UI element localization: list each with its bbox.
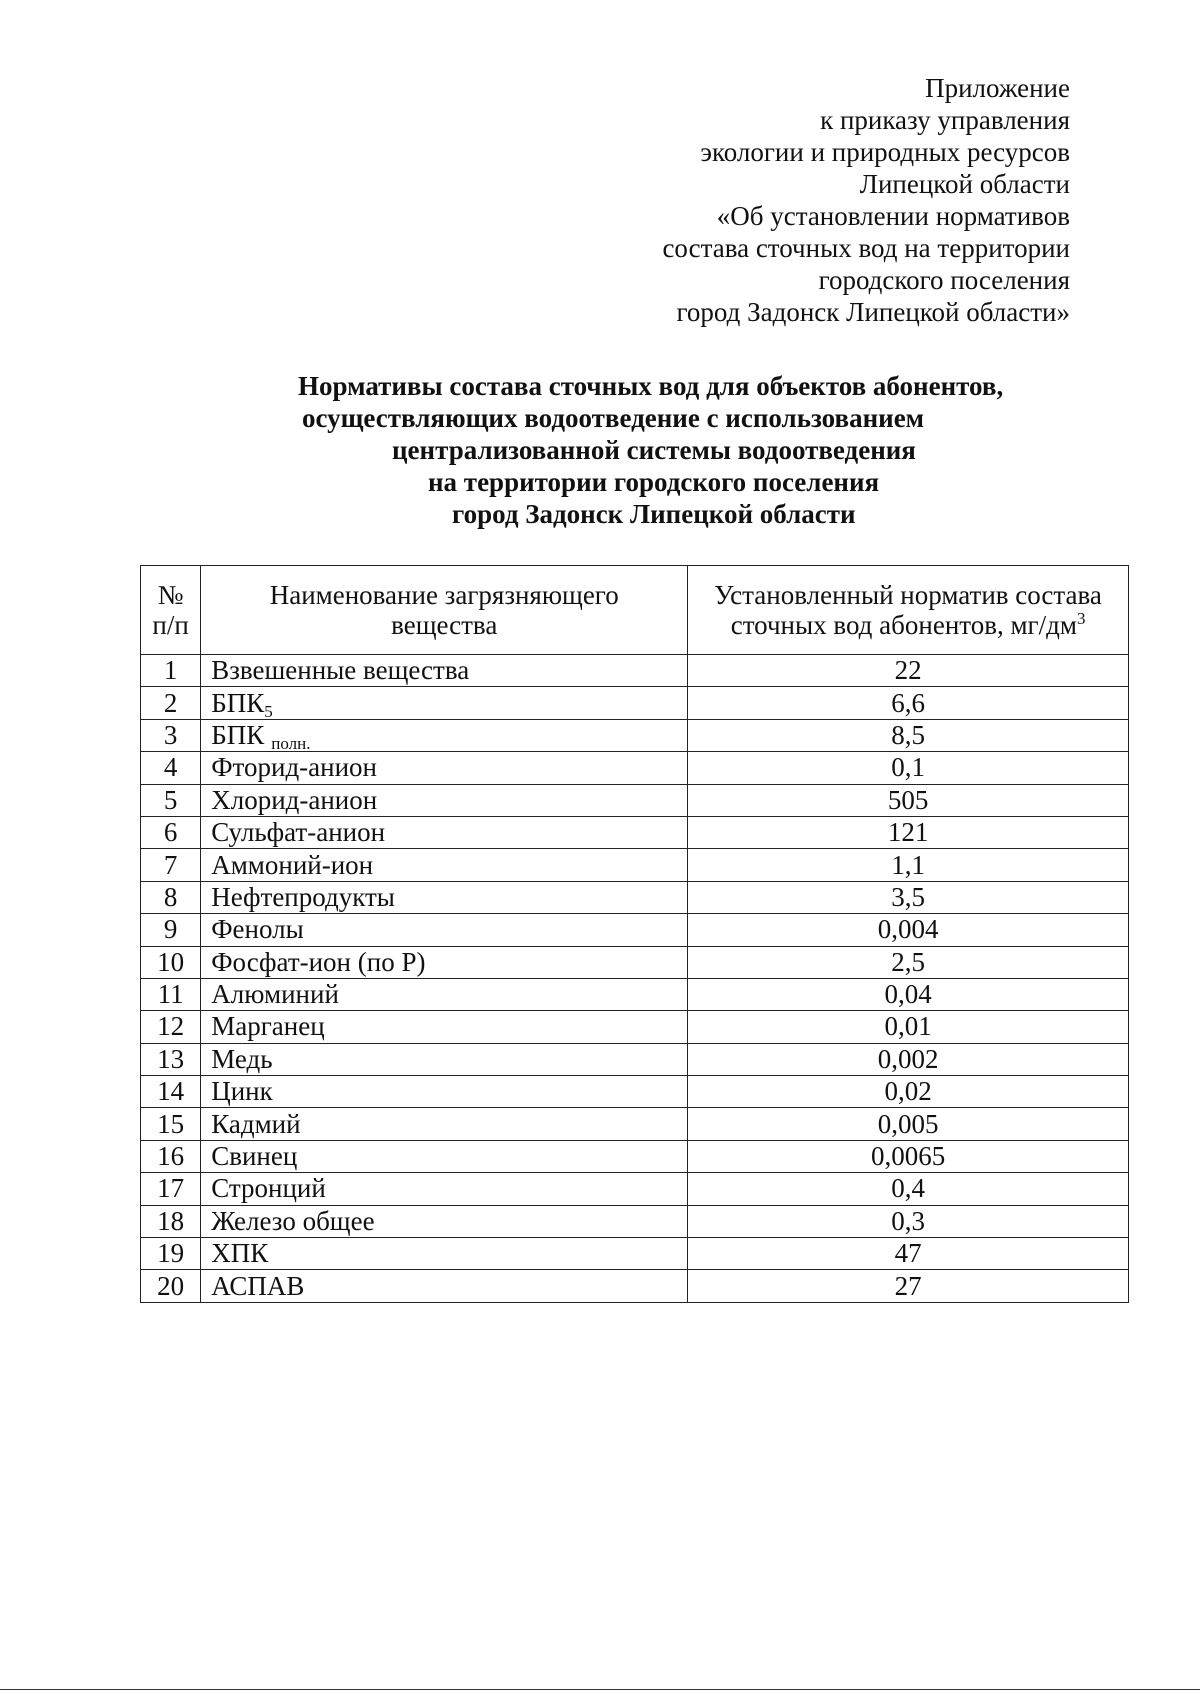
table-row: [141, 1108, 1129, 1140]
table-row: [141, 978, 1129, 1010]
substance-name: [201, 687, 688, 719]
table-row: [141, 752, 1129, 784]
table-row: [141, 816, 1129, 848]
table-row: [141, 687, 1129, 719]
title-line: на территории городского поселения: [428, 467, 880, 497]
substance-name: [201, 816, 688, 848]
appendix-line: Липецкой области: [859, 169, 1070, 199]
title-line: Нормативы состава сточных вод для объектов абонентов,: [298, 371, 1004, 401]
norm-value: 0,3: [688, 1205, 1129, 1237]
row-number: 19: [141, 1238, 201, 1270]
header-norm-line2: сточных вод абонентов, мг/дм: [730, 610, 1077, 640]
substance-name: [201, 849, 688, 881]
table-row: [141, 784, 1129, 816]
row-number: 17: [141, 1173, 201, 1205]
table-row: [141, 849, 1129, 881]
title-line: осуществляющих водоотведение с использованием: [302, 403, 925, 433]
norm-value: 0,02: [688, 1076, 1129, 1108]
substance-name: [201, 1140, 688, 1172]
table-row: [141, 1043, 1129, 1075]
substance-name: [201, 978, 688, 1010]
substance-name: [201, 1011, 688, 1043]
substance-name: [201, 719, 688, 751]
appendix-line: состава сточных вод на территории: [662, 233, 1070, 263]
substance-name: [201, 881, 688, 913]
substance-name-text: Аммоний-ион: [211, 849, 374, 880]
appendix-line: город Задонск Липецкой области»: [676, 297, 1070, 327]
header-number: [141, 566, 201, 655]
norm-value: 0,0065: [688, 1140, 1129, 1172]
norm-value: 1,1: [688, 849, 1129, 881]
substance-name: [201, 752, 688, 784]
substance-name-text: Нефтепродукты: [211, 881, 395, 912]
norm-value: 47: [688, 1238, 1129, 1270]
header-norm-value: [688, 566, 1129, 655]
row-number: 20: [141, 1270, 201, 1302]
header-norm-superscript: 3: [1076, 609, 1086, 628]
norm-value: 121: [688, 816, 1129, 848]
title-line: город Задонск Липецкой области: [452, 499, 856, 529]
substance-name-text: Взвешенные вещества: [211, 655, 470, 686]
substance-name-text: Сульфат-анион: [211, 817, 386, 848]
header-substance-line2: вещества: [391, 610, 498, 640]
table-row: [141, 881, 1129, 913]
substance-name: [201, 946, 688, 978]
row-number: 2: [141, 687, 201, 719]
table-row: [141, 914, 1129, 946]
substance-name-text: Медь: [211, 1043, 273, 1074]
appendix-line: «Об установлении нормативов: [716, 201, 1070, 231]
substance-name-text: Алюминий: [211, 979, 339, 1010]
substance-name-text: БПК: [211, 719, 265, 750]
substance-name: [201, 655, 688, 687]
row-number: 18: [141, 1205, 201, 1237]
substance-name-text: Цинк: [211, 1076, 273, 1107]
norm-value: 22: [688, 655, 1129, 687]
table-row: [141, 1205, 1129, 1237]
norms-table: [140, 565, 1129, 1303]
row-number: 6: [141, 816, 201, 848]
substance-subscript: 5: [264, 701, 273, 721]
header-number-line1: №: [157, 580, 184, 610]
substance-name: [201, 914, 688, 946]
row-number: 3: [141, 719, 201, 751]
substance-name: [201, 1270, 688, 1302]
substance-name-text: Железо общее: [211, 1205, 375, 1236]
substance-name-text: АСПАВ: [211, 1270, 305, 1301]
table-row: [141, 719, 1129, 751]
row-number: 7: [141, 849, 201, 881]
table-row: [141, 655, 1129, 687]
row-number: 9: [141, 914, 201, 946]
norm-value: 6,6: [688, 687, 1129, 719]
substance-name-text: БПК: [211, 687, 265, 718]
substance-name: [201, 1238, 688, 1270]
row-number: 4: [141, 752, 201, 784]
norm-value: 0,1: [688, 752, 1129, 784]
table-header-row: [141, 566, 1129, 655]
substance-subscript: полн.: [271, 733, 311, 753]
row-number: 1: [141, 655, 201, 687]
table-row: [141, 1238, 1129, 1270]
table-row: [141, 1270, 1129, 1302]
table-row: [141, 1076, 1129, 1108]
header-substance: [201, 566, 688, 655]
table-row: [141, 1140, 1129, 1172]
header-norm-line1: Установленный норматив состава: [714, 580, 1102, 610]
substance-name: [201, 784, 688, 816]
substance-name-text: Кадмий: [211, 1108, 301, 1139]
row-number: 10: [141, 946, 201, 978]
substance-name: [201, 1205, 688, 1237]
appendix-line: экологии и природных ресурсов: [700, 137, 1070, 167]
row-number: 11: [141, 978, 201, 1010]
norm-value: 8,5: [688, 719, 1129, 751]
table-body: [141, 655, 1129, 1303]
norm-value: 0,04: [688, 978, 1129, 1010]
norm-value: 0,002: [688, 1043, 1129, 1075]
substance-name: [201, 1173, 688, 1205]
row-number: 14: [141, 1076, 201, 1108]
title-line: централизованной системы водоотведения: [392, 435, 916, 465]
row-number: 13: [141, 1043, 201, 1075]
substance-name: [201, 1043, 688, 1075]
substance-name-text: Стронций: [211, 1173, 326, 1204]
substance-name: [201, 1108, 688, 1140]
substance-name-text: Фторид-анион: [211, 752, 378, 783]
row-number: 5: [141, 784, 201, 816]
substance-name-text: Хлорид-анион: [211, 784, 378, 815]
table-row: [141, 946, 1129, 978]
header-number-line2: п/п: [152, 610, 189, 640]
row-number: 8: [141, 881, 201, 913]
document-title: [230, 370, 1050, 530]
table-row: [141, 1173, 1129, 1205]
substance-name-text: Марганец: [211, 1011, 325, 1042]
substance-name: [201, 1076, 688, 1108]
norm-value: 27: [688, 1270, 1129, 1302]
norm-value: 0,4: [688, 1173, 1129, 1205]
norm-value: 505: [688, 784, 1129, 816]
row-number: 16: [141, 1140, 201, 1172]
norm-value: 0,005: [688, 1108, 1129, 1140]
appendix-line: Приложение: [925, 73, 1070, 103]
norm-value: 3,5: [688, 881, 1129, 913]
appendix-line: к приказу управления: [820, 105, 1070, 135]
substance-name-text: ХПК: [211, 1238, 269, 1269]
table-row: [141, 1011, 1129, 1043]
row-number: 15: [141, 1108, 201, 1140]
header-substance-line1: Наименование загрязняющего: [269, 580, 619, 610]
substance-name-text: Фосфат-ион (по Р): [211, 946, 426, 977]
appendix-header: [450, 72, 1070, 328]
row-number: 12: [141, 1011, 201, 1043]
substance-name-text: Свинец: [211, 1141, 298, 1172]
norm-value: 0,01: [688, 1011, 1129, 1043]
appendix-line: городского поселения: [818, 265, 1070, 295]
substance-name-text: Фенолы: [211, 914, 304, 945]
bottom-rule: [0, 1689, 1200, 1690]
norm-value: 2,5: [688, 946, 1129, 978]
norm-value: 0,004: [688, 914, 1129, 946]
